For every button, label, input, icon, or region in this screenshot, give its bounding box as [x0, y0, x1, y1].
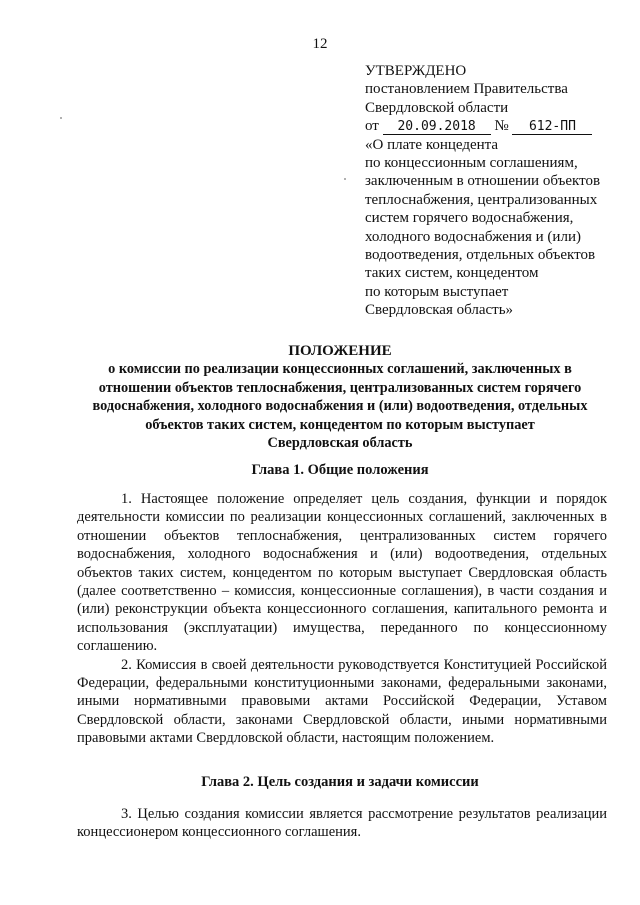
approval-line: водоотведения, отдельных объектов: [365, 247, 596, 264]
document-title: [70, 342, 610, 452]
approval-number: 612-ПП: [512, 119, 592, 135]
approval-line: теплоснабжения, централизованных: [365, 191, 598, 208]
approval-line: Свердловская область»: [365, 302, 514, 319]
chapter-2-body: [77, 805, 607, 842]
approval-line: «О плате концедента: [365, 136, 499, 153]
number-prefix: №: [494, 118, 509, 135]
paragraph-2: 2. Комиссия в своей деятельности руководствуется Конституцией Российской Федерации, федеральными конституционными законами, федеральными законами, иными нормативными правовыми актами Российской Федерации, Уставом Свердловской области, законами Свердловской области, иными нормативными правовыми актами Свердловской области, настоящим положением.: [77, 656, 607, 747]
paragraph-1: 1. Настоящее положение определяет цель создания, функции и порядок деятельности комиссии по реализации концессионных соглашений, заключенных в отношении объектов теплоснабжения, централизованных систем горячего водоснабжения, холодного водоснабжения и (или) водоотведения, отдельных объектов таких систем, концедентом по которым выступает Свердловская область (далее соответственно – комиссия, концессионные соглашения), в части создания и (или) реконструкции объекта концессионного соглашения, капитального ремонта и использования (эксплуатации) имущества, переданного по концессионному соглашению.: [77, 491, 607, 655]
approval-title: УТВЕРЖДЕНО: [365, 63, 467, 79]
scan-mark: [344, 178, 346, 180]
approval-date: 20.09.2018: [383, 119, 491, 135]
approval-line: по концессионным соглашениям,: [365, 155, 578, 172]
document-title-line: о комиссии по реализации концессионных соглашений, заключенных в: [108, 361, 572, 378]
approval-line: заключенным в отношении объектов: [365, 173, 601, 190]
scan-mark: [60, 117, 62, 119]
document-title-line: Свердловская область: [267, 435, 413, 452]
document-title-line: объектов таких систем, концедентом по которым выступает: [145, 416, 535, 433]
chapter-1-title: Глава 1. Общие положения: [251, 462, 429, 478]
document-title-line: отношении объектов теплоснабжения, централизованных систем горячего: [98, 379, 582, 396]
approval-line: Свердловской области: [365, 99, 509, 116]
document-heading: ПОЛОЖЕНИЕ: [288, 343, 392, 359]
paragraph-3: 3. Целью создания комиссии является рассмотрение результатов реализации концессионером концессионного соглашения.: [77, 806, 607, 841]
document-title-line: водоснабжения, холодного водоснабжения и (или) водоотведения, отдельных: [92, 398, 588, 415]
approval-stamp: [365, 62, 625, 320]
approval-line: систем горячего водоснабжения,: [365, 210, 574, 227]
approval-date-row: [365, 117, 625, 135]
approval-line: таких систем, концедентом: [365, 265, 539, 282]
page-number: 12: [312, 36, 328, 52]
approval-line: холодного водоснабжения и (или): [365, 228, 581, 245]
chapter-2-title: Глава 2. Цель создания и задачи комиссии: [201, 774, 479, 790]
approval-line: по которым выступает: [365, 283, 509, 300]
chapter-1-body: [77, 490, 607, 748]
approval-line: постановлением Правительства: [365, 81, 568, 98]
date-prefix: от: [365, 118, 379, 135]
